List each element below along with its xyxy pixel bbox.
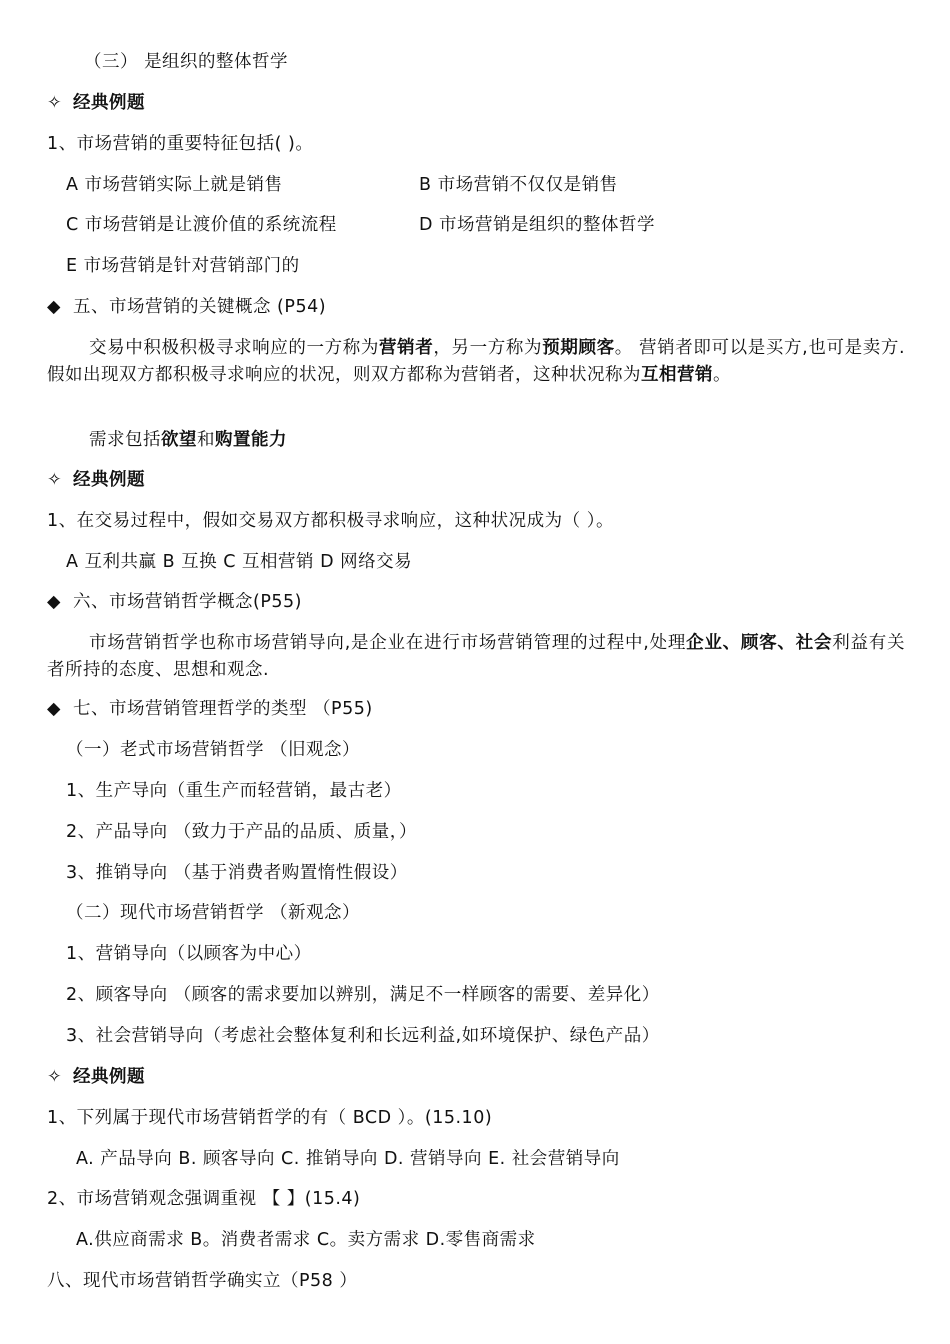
option-1b: B 市场营销不仅仅是销售 [419, 175, 618, 195]
option-1c: C 市场营销是让渡价值的系统流程 [66, 215, 337, 235]
old-philosophy-heading: （一）老式市场营销哲学 （旧观念） [66, 740, 361, 760]
new-philosophy-heading: （二）现代市场营销哲学 （新观念） [66, 903, 361, 923]
solid-diamond-icon: ◆ [47, 699, 61, 719]
section-6-heading: ◆ 六、市场营销哲学概念(P55) [47, 592, 302, 612]
star-diamond-icon: ✧ [47, 93, 63, 113]
question-4: 2、市场营销观念强调重视 【 】(15.4) [47, 1189, 361, 1209]
question-4-options: A.供应商需求 B。消费者需求 C。卖方需求 D.零售商需求 [76, 1230, 536, 1250]
option-1e: E 市场营销是针对营销部门的 [66, 256, 300, 276]
option-1a: A 市场营销实际上就是销售 [66, 175, 283, 195]
question-2: 1、在交易过程中，假如交易双方都积极寻求响应，这种状况成为（ ）。 [47, 511, 614, 531]
paragraph-philosophy: 市场营销哲学也称市场营销导向,是企业在进行市场营销管理的过程中,处理企业、顾客、社会利益有关者所持的态度、思想和观念. [47, 633, 906, 680]
paragraph-demand: 需求包括欲望和购置能力 [89, 430, 287, 450]
star-diamond-icon: ✧ [47, 470, 63, 490]
section-5-heading: ◆ 五、市场营销的关键概念 (P54) [47, 297, 327, 317]
old-item-3: 3、推销导向 （基于消费者购置惰性假设） [66, 863, 408, 883]
new-item-3: 3、社会营销导向（考虑社会整体复利和长远利益,如环境保护、绿色产品） [66, 1026, 660, 1046]
old-item-2: 2、产品导向 （致力于产品的品质、质量，） [66, 822, 417, 842]
paragraph-marketer: 交易中积极积极寻求响应的一方称为营销者，另一方称为预期顾客。 营销者即可以是买方,也可是卖方.假如出现双方都积极寻求响应的状况，则双方都称为营销者，这种状况称为互相营销。 [47, 338, 906, 385]
question-3-options: A. 产品导向 B. 顾客导向 C. 推销导向 D. 营销导向 E. 社会营销导向 [76, 1149, 620, 1169]
question-3: 1、下列属于现代市场营销哲学的有（ BCD ）。(15.10) [47, 1108, 493, 1128]
old-item-1: 1、生产导向（重生产而轻营销，最古老） [66, 781, 402, 801]
new-item-1: 1、营销导向（以顾客为中心） [66, 944, 312, 964]
line-section-3: （三） 是组织的整体哲学 [84, 52, 289, 72]
solid-diamond-icon: ◆ [47, 297, 61, 317]
section-8-heading: 八、现代市场营销哲学确实立（P58 ） [47, 1271, 358, 1291]
option-1d: D 市场营销是组织的整体哲学 [419, 215, 656, 235]
question-2-options: A 互利共赢 B 互换 C 互相营销 D 网络交易 [66, 552, 413, 572]
question-1: 1、市场营销的重要特征包括( )。 [47, 134, 314, 154]
new-item-2: 2、顾客导向 （顾客的需求要加以辨别，满足不一样顾客的需要、差异化） [66, 985, 660, 1005]
example-heading-2: ✧ 经典例题 [47, 470, 145, 490]
section-7-heading: ◆ 七、市场营销管理哲学的类型 （P55) [47, 699, 373, 719]
solid-diamond-icon: ◆ [47, 592, 61, 612]
example-heading-1: ✧ 经典例题 [47, 93, 145, 113]
example-heading-3: ✧ 经典例题 [47, 1067, 145, 1087]
star-diamond-icon: ✧ [47, 1067, 63, 1087]
